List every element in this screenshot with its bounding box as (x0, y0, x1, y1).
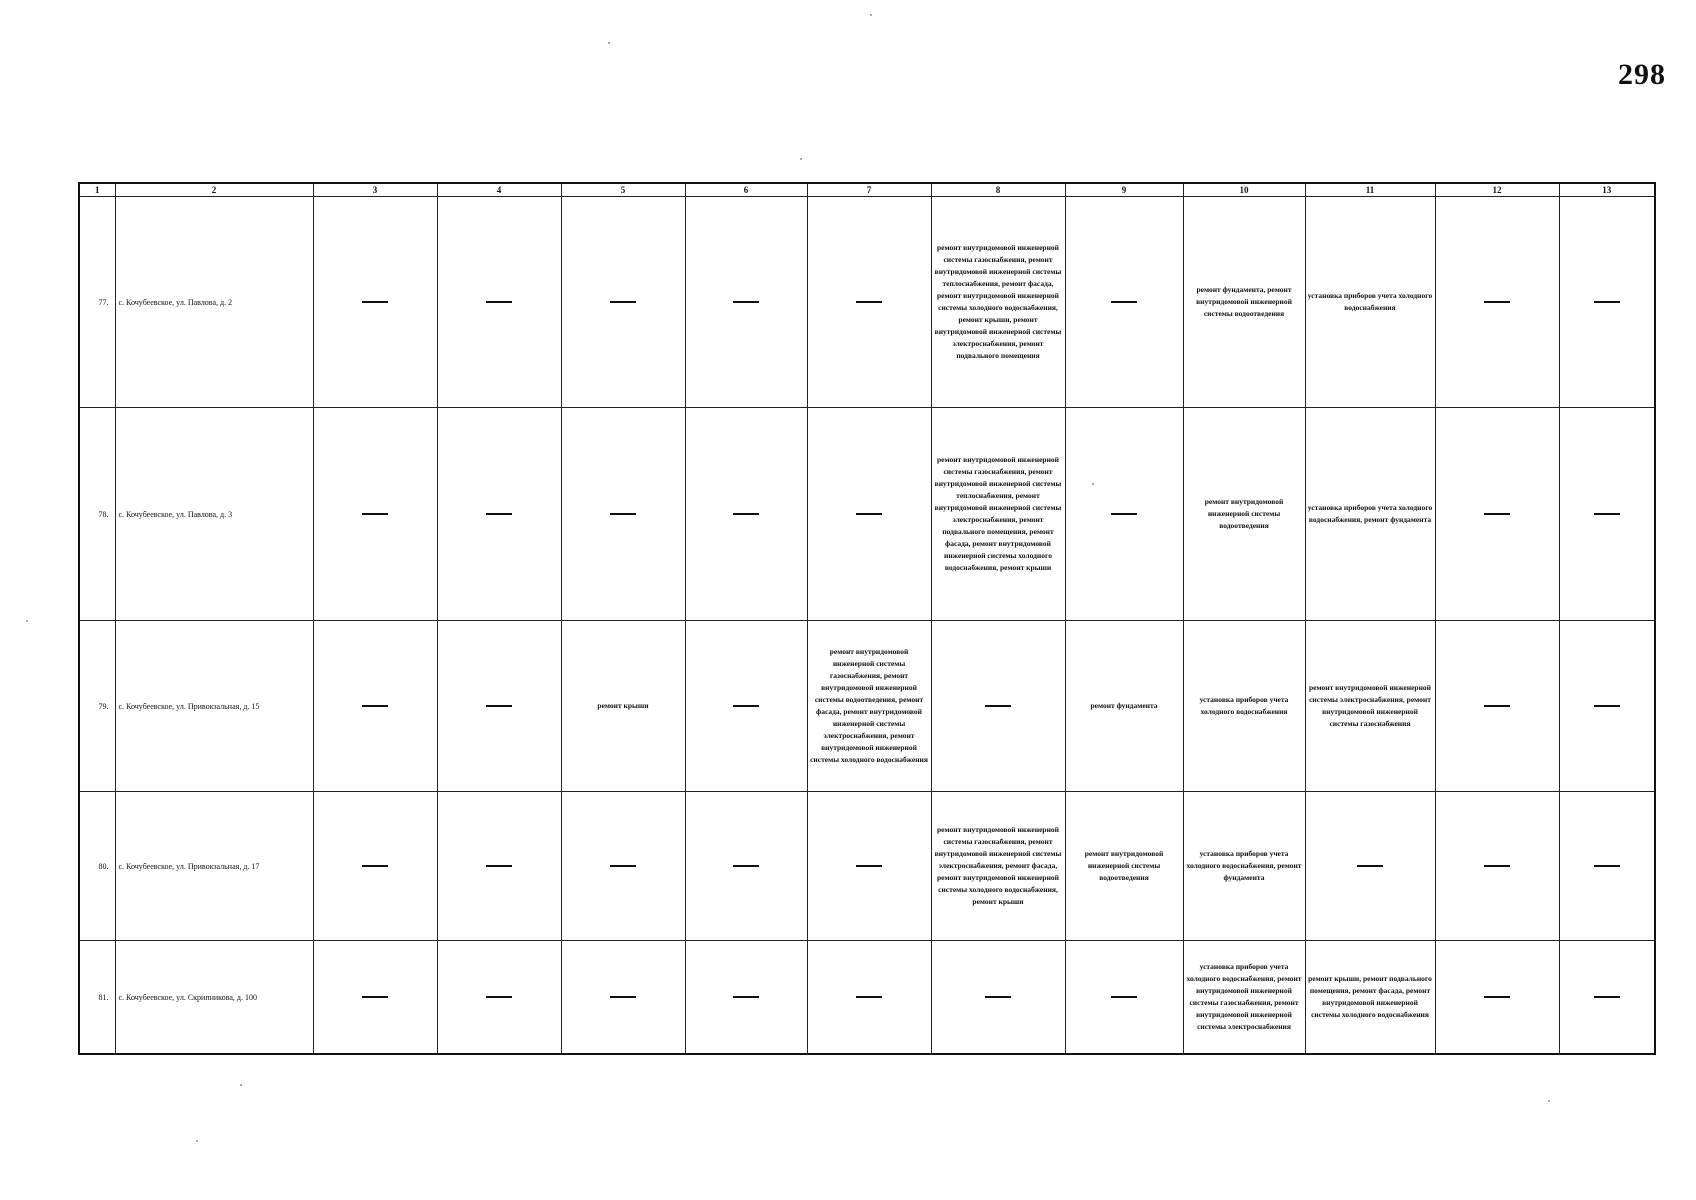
empty-cell (1559, 408, 1655, 621)
scan-speck (1548, 1100, 1550, 1102)
work-type-cell: ремонт внутридомовой инженерной системы газоснабжения, ремонт внутридомовой инженерной системы теплоснабжения, ремонт фасада, ремонт внутридомовой инженерной системы холодного водоснабжения, ремонт крыши, ремонт внутридомовой инженерной системы электроснабжения, ремонт подвального помещения (931, 197, 1065, 408)
scan-speck (1092, 483, 1094, 485)
row-number: 77. (79, 197, 115, 408)
scan-speck (608, 42, 610, 44)
column-header: 3 (313, 183, 437, 197)
work-type-cell: установка приборов учета холодного водоснабжения, ремонт фундамента (1183, 792, 1305, 941)
dash-mark (985, 996, 1011, 998)
dash-mark (1111, 301, 1137, 303)
dash-mark (733, 301, 759, 303)
dash-mark (856, 996, 882, 998)
empty-cell (437, 408, 561, 621)
dash-mark (610, 513, 636, 515)
address-cell: с. Кочубеевское, ул. Павлова, д. 2 (115, 197, 313, 408)
empty-cell (1435, 197, 1559, 408)
scan-speck (196, 1140, 198, 1142)
work-type-cell: ремонт внутридомовой инженерной системы газоснабжения, ремонт внутридомовой инженерной системы теплоснабжения, ремонт внутридомовой инженерной системы электроснабжения, ремонт подвального помещения, ремонт фасада, ремонт внутридомовой инженерной системы холодного водоснабжения, ремонт крыши (931, 408, 1065, 621)
table-row (79, 197, 1655, 408)
column-header: 1 (79, 183, 115, 197)
empty-cell (807, 408, 931, 621)
empty-cell (685, 197, 807, 408)
work-type-cell: ремонт внутридомовой инженерной системы водоотведения (1183, 408, 1305, 621)
dash-mark (1484, 705, 1510, 707)
address-cell: с. Кочубеевское, ул. Привокзальная, д. 17 (115, 792, 313, 941)
empty-cell (1305, 792, 1435, 941)
work-type-cell: ремонт внутридомовой инженерной системы газоснабжения, ремонт внутридомовой инженерной системы водоотведения, ремонт фасада, ремонт внутридомовой инженерной системы электроснабжения, ремонт внутридомовой инженерной системы холодного водоснабжения (807, 621, 931, 792)
empty-cell (313, 621, 437, 792)
dash-mark (856, 513, 882, 515)
table-row (79, 792, 1655, 941)
dash-mark (610, 865, 636, 867)
empty-cell (561, 941, 685, 1055)
row-number: 81. (79, 941, 115, 1055)
empty-cell (1435, 792, 1559, 941)
empty-cell (807, 792, 931, 941)
empty-cell (561, 197, 685, 408)
empty-cell (1559, 197, 1655, 408)
dash-mark (1484, 865, 1510, 867)
dash-mark (1594, 996, 1620, 998)
dash-mark (1594, 865, 1620, 867)
dash-mark (1111, 996, 1137, 998)
scan-speck (26, 620, 28, 622)
column-number-header-row (79, 183, 1655, 197)
dash-mark (1594, 513, 1620, 515)
empty-cell (1065, 197, 1183, 408)
empty-cell (437, 621, 561, 792)
scan-speck (870, 14, 872, 16)
dash-mark (985, 705, 1011, 707)
dash-mark (610, 301, 636, 303)
table-row (79, 408, 1655, 621)
dash-mark (610, 996, 636, 998)
dash-mark (1357, 865, 1383, 867)
table-body (79, 197, 1655, 1055)
row-number: 78. (79, 408, 115, 621)
dash-mark (856, 301, 882, 303)
column-header: 9 (1065, 183, 1183, 197)
dash-mark (1484, 513, 1510, 515)
row-number: 80. (79, 792, 115, 941)
dash-mark (486, 865, 512, 867)
empty-cell (1065, 941, 1183, 1055)
work-type-cell: ремонт внутридомовой инженерной системы водоотведения (1065, 792, 1183, 941)
scan-speck (800, 158, 802, 160)
work-type-cell: ремонт фундамента (1065, 621, 1183, 792)
dash-mark (1594, 301, 1620, 303)
column-header: 5 (561, 183, 685, 197)
dash-mark (1484, 996, 1510, 998)
empty-cell (437, 197, 561, 408)
dash-mark (1594, 705, 1620, 707)
dash-mark (362, 865, 388, 867)
empty-cell (313, 941, 437, 1055)
empty-cell (685, 941, 807, 1055)
empty-cell (931, 941, 1065, 1055)
column-header: 11 (1305, 183, 1435, 197)
empty-cell (807, 941, 931, 1055)
empty-cell (1435, 941, 1559, 1055)
dash-mark (1111, 513, 1137, 515)
work-type-cell: ремонт внутридомовой инженерной системы электроснабжения, ремонт внутридомовой инженерной системы газоснабжения (1305, 621, 1435, 792)
work-type-cell: ремонт крыши, ремонт подвального помещения, ремонт фасада, ремонт внутридомовой инженерной системы холодного водоснабжения (1305, 941, 1435, 1055)
work-type-cell: установка приборов учета холодного водоснабжения, ремонт фундамента (1305, 408, 1435, 621)
empty-cell (1065, 408, 1183, 621)
dash-mark (733, 865, 759, 867)
dash-mark (486, 996, 512, 998)
address-cell: с. Кочубеевское, ул. Павлова, д. 3 (115, 408, 313, 621)
empty-cell (685, 792, 807, 941)
work-type-cell: ремонт внутридомовой инженерной системы газоснабжения, ремонт внутридомовой инженерной системы электроснабжения, ремонт фасада, ремонт внутридомовой инженерной системы холодного водоснабжения, ремонт крыши (931, 792, 1065, 941)
empty-cell (561, 792, 685, 941)
empty-cell (1435, 408, 1559, 621)
page-number: 298 (1618, 58, 1666, 91)
address-cell: с. Кочубеевское, ул. Скрипникова, д. 100 (115, 941, 313, 1055)
column-header: 7 (807, 183, 931, 197)
scan-speck (240, 1084, 242, 1086)
work-type-cell: установка приборов учета холодного водоснабжения, ремонт внутридомовой инженерной системы газоснабжения, ремонт внутридомовой инженерной системы электроснабжения (1183, 941, 1305, 1055)
empty-cell (313, 408, 437, 621)
column-header: 2 (115, 183, 313, 197)
column-header: 12 (1435, 183, 1559, 197)
work-type-cell: установка приборов учета холодного водоснабжения (1183, 621, 1305, 792)
empty-cell (313, 197, 437, 408)
dash-mark (486, 301, 512, 303)
empty-cell (1559, 621, 1655, 792)
empty-cell (685, 621, 807, 792)
row-number: 79. (79, 621, 115, 792)
dash-mark (733, 705, 759, 707)
dash-mark (362, 705, 388, 707)
table-row (79, 941, 1655, 1055)
table-row (79, 621, 1655, 792)
column-header: 13 (1559, 183, 1655, 197)
address-cell: с. Кочубеевское, ул. Привокзальная, д. 15 (115, 621, 313, 792)
dash-mark (1484, 301, 1510, 303)
column-header: 8 (931, 183, 1065, 197)
column-header: 6 (685, 183, 807, 197)
empty-cell (1559, 941, 1655, 1055)
dash-mark (856, 865, 882, 867)
dash-mark (486, 513, 512, 515)
dash-mark (362, 996, 388, 998)
column-header: 10 (1183, 183, 1305, 197)
empty-cell (1435, 621, 1559, 792)
dash-mark (733, 513, 759, 515)
column-header: 4 (437, 183, 561, 197)
empty-cell (437, 941, 561, 1055)
dash-mark (362, 301, 388, 303)
work-type-cell: ремонт фундамента, ремонт внутридомовой инженерной системы водоотведения (1183, 197, 1305, 408)
empty-cell (685, 408, 807, 621)
empty-cell (807, 197, 931, 408)
dash-mark (733, 996, 759, 998)
repair-schedule-table (78, 182, 1656, 1055)
empty-cell (1559, 792, 1655, 941)
empty-cell (313, 792, 437, 941)
work-type-cell: ремонт крыши (561, 621, 685, 792)
empty-cell (437, 792, 561, 941)
dash-mark (486, 705, 512, 707)
empty-cell (931, 621, 1065, 792)
empty-cell (561, 408, 685, 621)
dash-mark (362, 513, 388, 515)
work-type-cell: установка приборов учета холодного водоснабжения (1305, 197, 1435, 408)
